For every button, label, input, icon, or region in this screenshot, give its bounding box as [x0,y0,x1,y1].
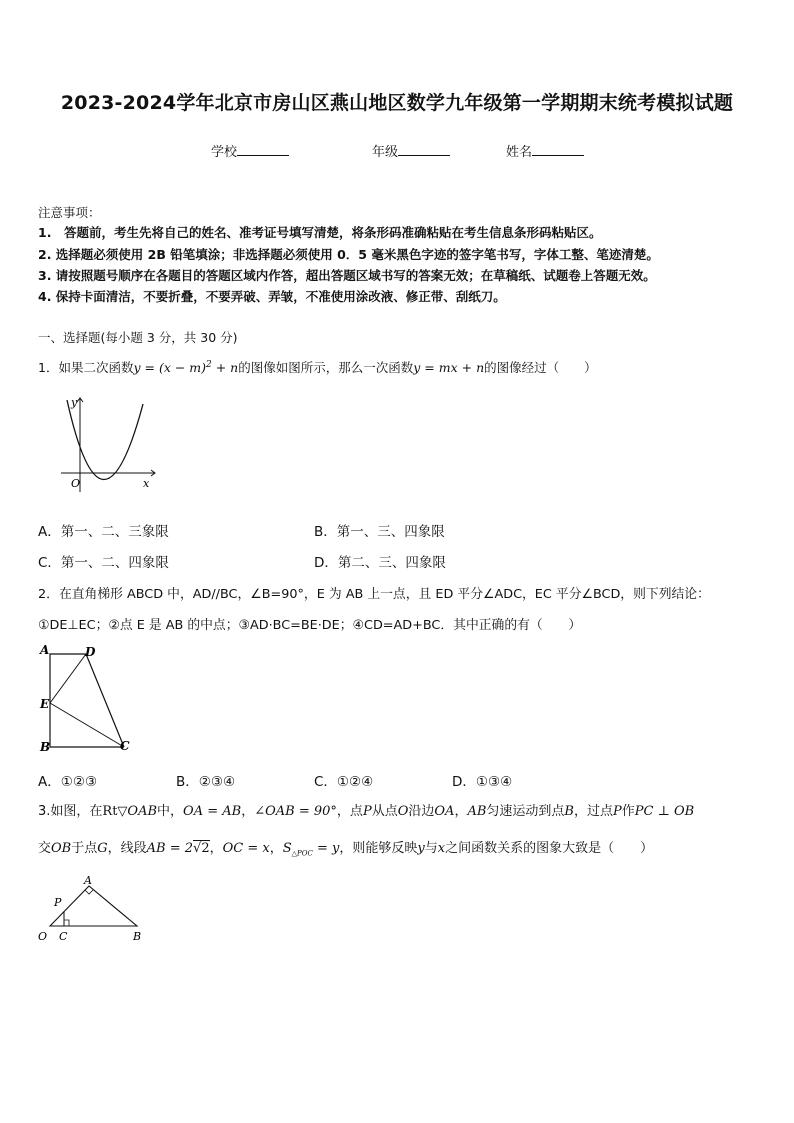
page-title: 2023-2024学年北京市房山区燕山地区数学九年级第一学期期末统考模拟试题 [60,92,734,114]
label-c: C [59,930,68,943]
q1-option-c[interactable]: C．第一、二、四象限 [38,555,169,571]
right-angle-mark-a [85,890,93,894]
note-item-4: 4. 保持卡面清洁，不要折叠，不要弄破、弄皱，不准使用涂改液、修正带、刮纸刀。 [38,289,506,304]
right-angle-mark-c [64,920,69,926]
q1-option-d[interactable]: D．第二、三、四象限 [314,555,446,571]
name-field [506,141,584,160]
q1-suffix: 的图像经过（ ） [484,360,597,375]
name-label: 姓名 [506,145,533,160]
q1-option-b[interactable]: B．第一、三、四象限 [314,524,445,540]
q1-option-a[interactable]: A．第一、二、三象限 [38,524,169,540]
q2-option-a[interactable]: A．①②③ [38,774,98,790]
y-axis-label: y [71,396,78,409]
grade-field [372,141,450,160]
name-blank [532,143,584,156]
label-p: P [54,896,62,909]
grade-blank [398,143,450,156]
q3-stem-line1: 3.如图，在Rt▽OAB中，OA = AB，∠OAB = 90°，点P从点O沿边OA，AB匀速运动到点B，过点P作PC ⊥ OB [38,804,695,819]
note-item-2: 2. 选择题必须使用 2B 铅笔填涂；非选择题必须使用 0．5 毫米黑色字迹的签字笔书写，字体工整、笔迹清楚。 [38,247,659,262]
q3-triangle-figure [36,872,156,944]
q1-middle: 的图像如图所示，那么一次函数 [238,360,414,375]
note-item-3: 3. 请按照题号顺序在各题目的答题区域内作答，超出答题区域书写的答案无效；在草稿纸、试题卷上答题无效。 [38,268,656,283]
note-item-1: 1. 答题前，考生先将自己的姓名、准考证号填写清楚，将条形码准确粘贴在考生信息条形码粘贴区。 [38,225,602,240]
triangle-oab [50,886,137,926]
notes-heading: 注意事项： [38,205,101,220]
x-axis-label: x [143,477,150,490]
q2-trapezoid-figure [36,642,136,754]
label-c: C [120,739,130,753]
q3-stem-line2: 交OB于点G，线段AB = 2√2，OC = x，$S_{\triangle POC} = y$，则能够反映y与x之间函数关系的图象大致是（ ） [38,841,654,858]
label-e: E [40,697,50,711]
section-heading: 一、选择题(每小题 3 分，共 30 分) [38,330,238,345]
q1-parabola-graph [55,392,165,494]
q2-option-d[interactable]: D．①③④ [452,774,513,790]
edge-dc [86,654,124,747]
parabola-curve [67,400,143,480]
school-field [211,141,289,160]
segment-ec [50,703,124,747]
label-d: D [85,645,96,659]
q1-formula-quadratic: $y = (x - m)^2 + n$ [133,359,239,375]
q1-prefix: 1．如果二次函数 [38,360,134,375]
q2-option-c[interactable]: C．①②④ [314,774,374,790]
origin-label: O [71,477,81,490]
school-label: 学校 [211,145,238,160]
q1-stem [38,358,597,376]
q1-formula-linear: y = mx + n [413,360,485,375]
segment-ed [50,654,86,703]
trapezoid-left-edges [50,654,124,747]
grade-label: 年级 [372,145,399,160]
q2-stem-line1: 2．在直角梯形 ABCD 中，AD//BC，∠B=90°，E 为 AB 上一点，且 ED 平分∠ADC，EC 平分∠BCD，则下列结论： [38,587,710,602]
label-o: O [38,930,48,943]
label-b: B [40,740,51,754]
school-blank [237,143,289,156]
label-b: B [133,930,142,943]
q2-stem-line2: ①DE⊥EC；②点 E 是 AB 的中点；③AD·BC=BE·DE；④CD=AD+BC．其中正确的有（ ） [38,618,582,633]
label-a: A [84,874,92,887]
label-a: A [40,643,50,657]
q2-option-b[interactable]: B．②③④ [176,774,236,790]
